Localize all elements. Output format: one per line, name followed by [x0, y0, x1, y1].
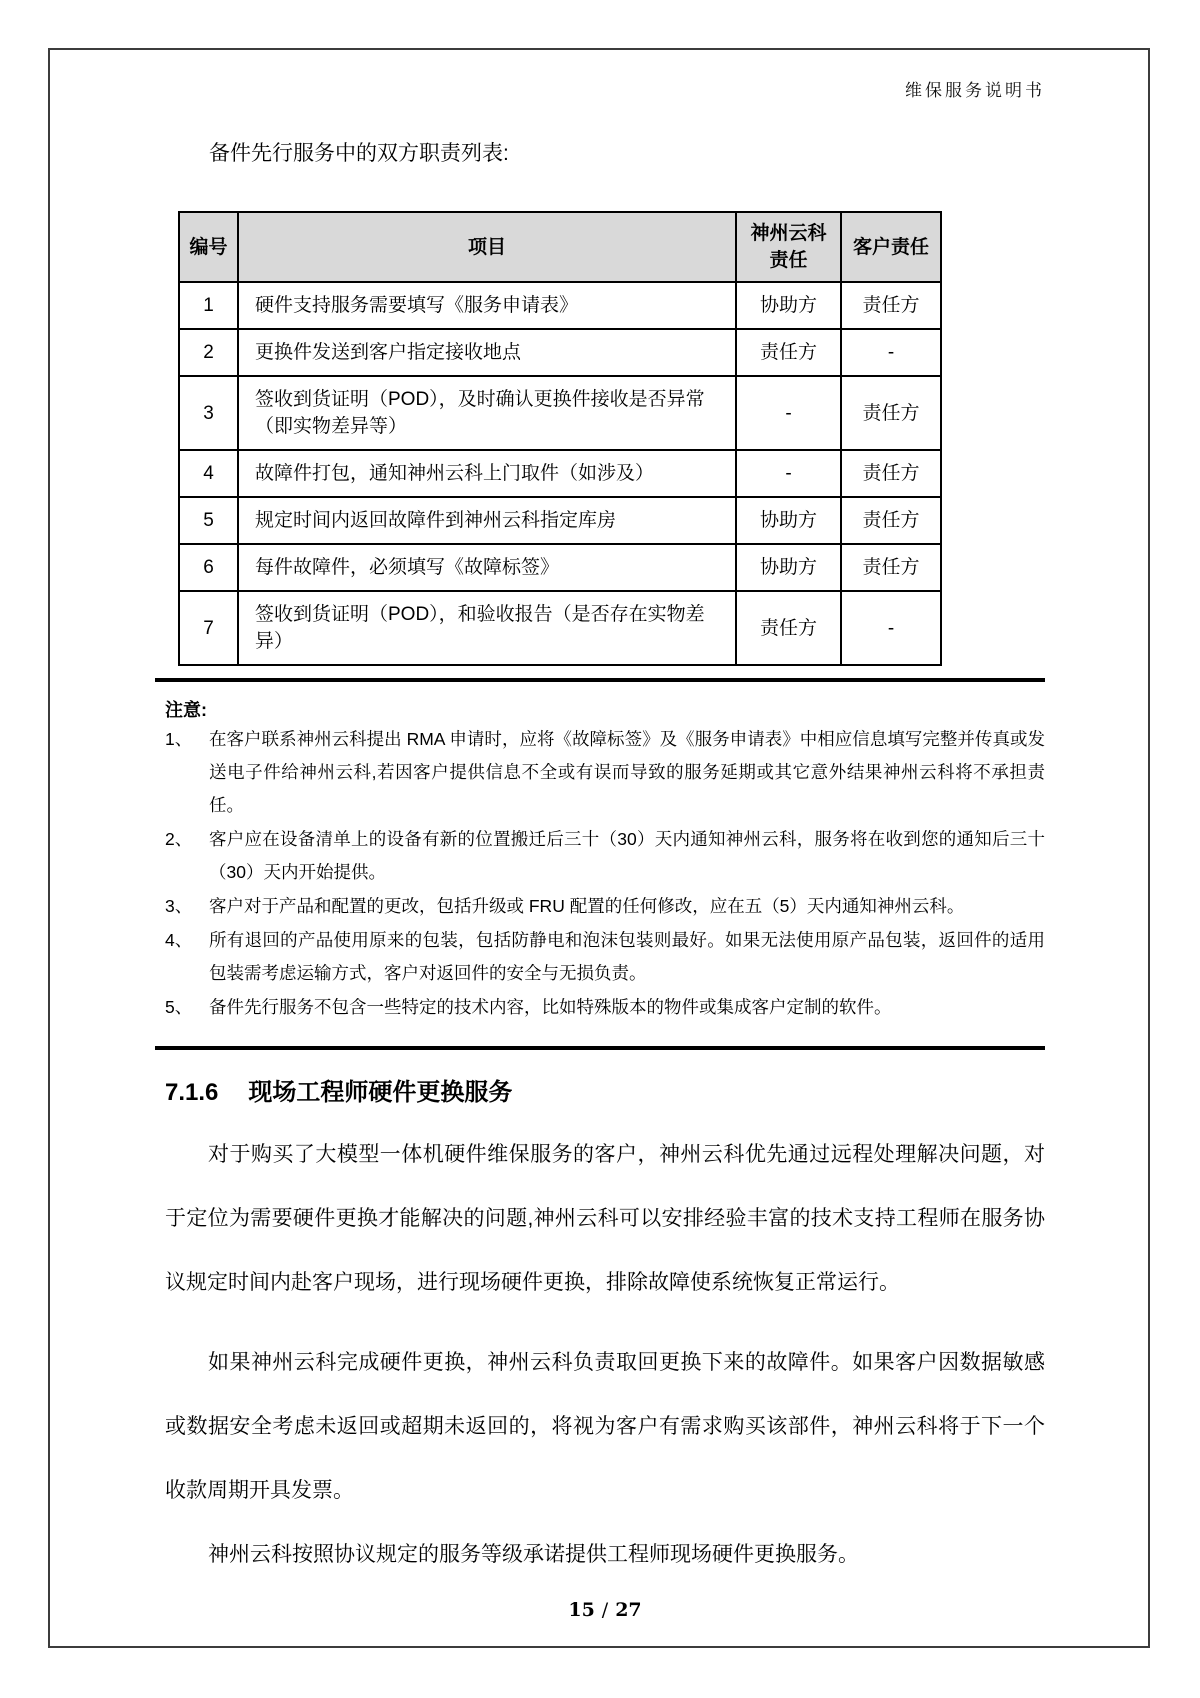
cell-item: 硬件支持服务需要填写《服务申请表》 [238, 282, 736, 329]
cell-number: 2 [179, 329, 238, 376]
note-text: 备件先行服务不包含一些特定的技术内容，比如特殊版本的物件或集成客户定制的软件。 [209, 997, 892, 1017]
cell-number: 3 [179, 376, 238, 450]
note-text: 所有退回的产品使用原来的包装，包括防静电和泡沫包装则最好。如果无法使用原产品包装，返回件的适用包装需考虑运输方式，客户对返回件的安全与无损负责。 [209, 930, 1045, 983]
table-row [179, 497, 941, 544]
cell-customer: - [841, 591, 941, 665]
note-text: 客户对于产品和配置的更改，包括升级或 FRU 配置的任何修改，应在五（5）天内通知神州云科。 [209, 896, 965, 916]
cell-item: 故障件打包，通知神州云科上门取件（如涉及） [238, 450, 736, 497]
document-header-title: 维保服务说明书 [905, 81, 1045, 101]
cell-vendor: 责任方 [736, 329, 841, 376]
table-row [179, 450, 941, 497]
body-paragraph-2: 如果神州云科完成硬件更换，神州云科负责取回更换下来的故障件。如果客户因数据敏感或数据安全考虑未返回或超期未返回的，将视为客户有需求购买该部件，神州云科将于下一个收款周期开具发票。 [165, 1351, 1045, 1502]
section-heading [165, 1072, 1045, 1107]
cell-vendor: 协助方 [736, 497, 841, 544]
section-divider-rule [155, 678, 1045, 682]
body-paragraph-3: 神州云科按照协议规定的服务等级承诺提供工程师现场硬件更换服务。 [208, 1543, 859, 1566]
vendor-header-line2: 责任 [769, 250, 808, 271]
cell-item: 签收到货证明（POD），和验收报告（是否存在实物差异） [238, 591, 736, 665]
note-item [165, 991, 1045, 1024]
cell-customer: 责任方 [841, 497, 941, 544]
header-cell-customer-responsibility: 客户责任 [841, 212, 941, 282]
note-number: 1、 [165, 729, 193, 749]
note-number: 3、 [165, 896, 193, 916]
table-row [179, 329, 941, 376]
cell-customer: 责任方 [841, 282, 941, 329]
page-content [165, 48, 1045, 1621]
page-number-total: 27 [615, 1599, 642, 1621]
cell-vendor: - [736, 376, 841, 450]
note-text: 客户应在设备清单上的设备有新的位置搬迁后三十（30）天内通知神州云科，服务将在收到您的通知后三十（30）天内开始提供。 [209, 829, 1045, 882]
note-item [165, 924, 1045, 990]
table-intro-text: 备件先行服务中的双方职责列表: [209, 142, 509, 165]
cell-number: 7 [179, 591, 238, 665]
cell-customer: 责任方 [841, 544, 941, 591]
table-row [179, 591, 941, 665]
page-footer [165, 1599, 1045, 1621]
cell-item: 签收到货证明（POD），及时确认更换件接收是否异常（即实物差异等） [238, 376, 736, 450]
header-cell-vendor-responsibility [736, 212, 841, 282]
cell-customer: - [841, 329, 941, 376]
responsibilities-table [178, 211, 942, 666]
cell-customer: 责任方 [841, 450, 941, 497]
table-row [179, 544, 941, 591]
vendor-header-line1: 神州云科 [750, 223, 827, 244]
header-cell-number: 编号 [179, 212, 238, 282]
body-paragraph-1: 对于购买了大模型一体机硬件维保服务的客户，神州云科优先通过远程处理解决问题，对于定位为需要硬件更换才能解决的问题,神州云科可以安排经验丰富的技术支持工程师在服务协议规定时间内赴客户现场，进行现场硬件更换，排除故障使系统恢复正常运行。 [165, 1143, 1045, 1294]
notes-title: 注意: [165, 700, 207, 720]
table-row [179, 282, 941, 329]
page-number-separator: / [601, 1599, 609, 1621]
note-number: 5、 [165, 997, 193, 1017]
cell-item: 规定时间内返回故障件到神州云科指定库房 [238, 497, 736, 544]
section-number: 7.1.6 [165, 1079, 219, 1106]
cell-vendor: 协助方 [736, 544, 841, 591]
note-item [165, 723, 1045, 822]
note-number: 4、 [165, 930, 193, 950]
cell-number: 1 [179, 282, 238, 329]
note-item [165, 823, 1045, 889]
section-divider-rule [155, 1046, 1045, 1050]
table-header-row [179, 212, 941, 282]
note-number: 2、 [165, 829, 193, 849]
note-item [165, 890, 1045, 923]
cell-number: 5 [179, 497, 238, 544]
header-cell-item: 项目 [238, 212, 736, 282]
cell-item: 每件故障件，必须填写《故障标签》 [238, 544, 736, 591]
note-text: 在客户联系神州云科提出 RMA 申请时，应将《故障标签》及《服务申请表》中相应信息填写完整并传真或发送电子件给神州云科,若因客户提供信息不全或有误而导致的服务延期或其它意外结果神州云科将不承担责任。 [209, 729, 1045, 815]
cell-vendor: - [736, 450, 841, 497]
cell-vendor: 责任方 [736, 591, 841, 665]
cell-customer: 责任方 [841, 376, 941, 450]
section-title: 现场工程师硬件更换服务 [248, 1079, 513, 1106]
table-row [179, 376, 941, 450]
cell-item: 更换件发送到客户指定接收地点 [238, 329, 736, 376]
cell-number: 6 [179, 544, 238, 591]
page-number-current: 15 [568, 1599, 595, 1621]
cell-number: 4 [179, 450, 238, 497]
cell-vendor: 协助方 [736, 282, 841, 329]
